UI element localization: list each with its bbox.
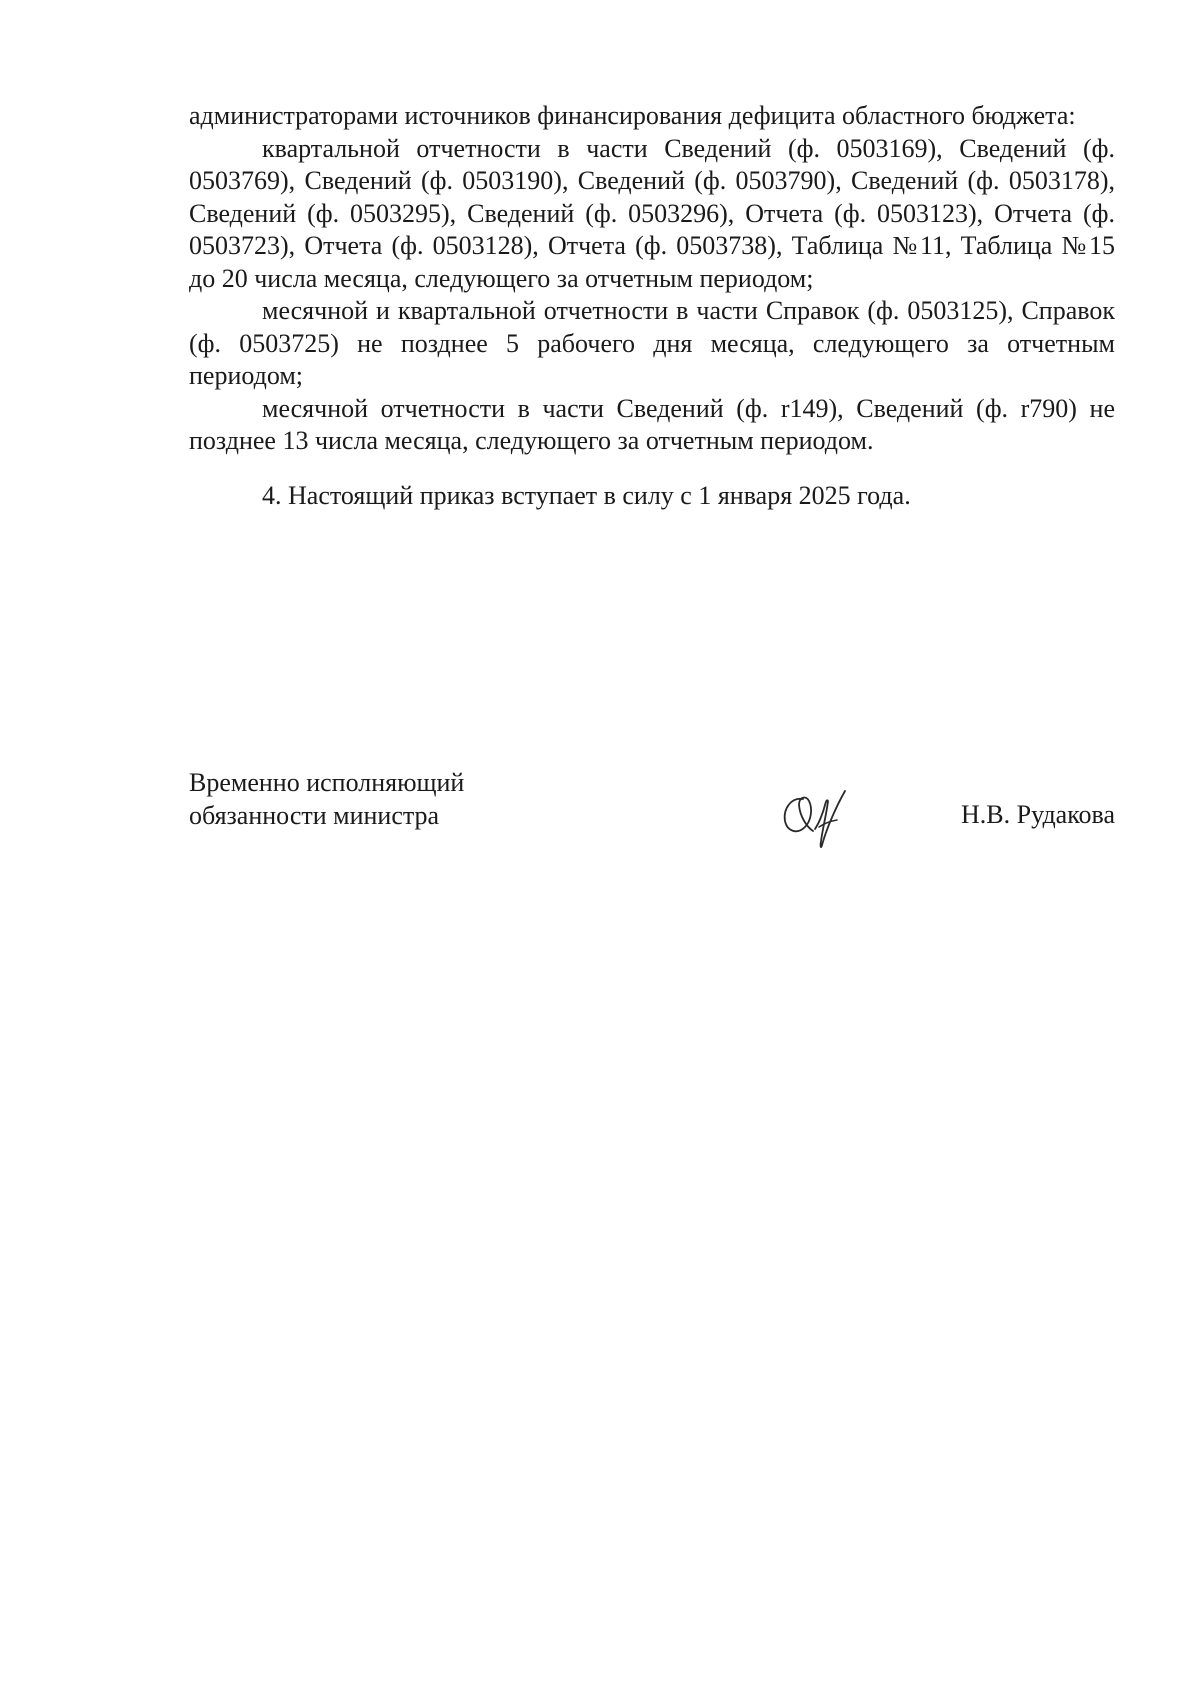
signatory-title-line-2: обязанности министра [189,800,440,830]
signature-block [189,767,1115,857]
paragraph-monthly-reporting: месячной отчетности в части Сведений (ф. r149), Сведений (ф. r790) не позднее 13 числа месяца, следующего за отчетным периодом. [189,393,1115,455]
signatory-title-line-1: Временно исполняющий [189,768,465,797]
paragraph-effective-date: 4. Настоящий приказ вступает в силу с 1 января 2025 года. [262,480,911,510]
paragraph-monthly-quarterly-reporting: месячной и квартальной отчетности в части Справок (ф. 0503125), Справок (ф. 0503725) не позднее 5 рабочего дня месяца, следующего за отчетным периодом; [189,296,1115,390]
document-body [189,100,1115,512]
signatory-name: Н.В. Рудакова [961,800,1115,829]
paragraph-quarterly-reporting: квартальной отчетности в части Сведений (ф. 0503169), Сведений (ф. 0503769), Сведений (ф. 0503190), Сведений (ф. 0503790), Сведений (ф. 0503178), Сведений (ф. 0503295), Сведений (ф. 0503296), Отчета (ф. 0503123), Отчета (ф. 0503723), Отчета (ф. 0503128), Отчета (ф. 0503738), Таблица №11, Таблица №15 до 20 числа месяца, следующего за отчетным периодом; [189,133,1115,293]
handwritten-signature [779,783,855,853]
signatory-title [189,767,609,832]
paragraph-administrators: администраторами источников финансирования дефицита областного бюджета: [189,101,1076,130]
